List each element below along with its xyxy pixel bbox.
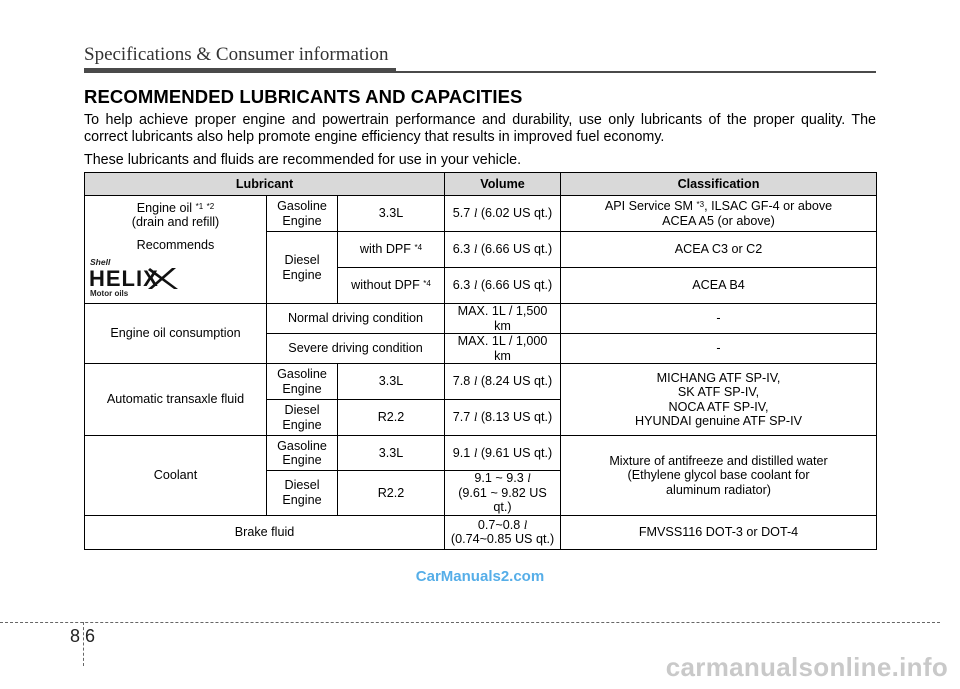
header-volume: Volume	[445, 173, 561, 196]
page-number: 86	[70, 626, 101, 646]
table-row-engine-oil-gasoline	[85, 196, 877, 232]
table-row-transaxle-gasoline	[85, 364, 877, 400]
table-header-row	[85, 173, 877, 196]
shell-helix-logo	[88, 256, 180, 298]
logo-brand: Shell	[90, 257, 111, 268]
coolant-class: Mixture of antifreeze and distilled water (Ethylene glycol base coolant for aluminum radiator)	[561, 436, 877, 516]
consumption-severe: Severe driving condition	[267, 334, 445, 364]
intro-paragraph-2: These lubricants and fluids are recommended for use in your vehicle.	[84, 152, 522, 168]
header-title: Specifications & Consumer information	[84, 44, 389, 65]
engine-oil-gasoline-class: API Service SM $^{*3}$, ILSAC GF-4 or above ACEA A5 (or above)	[561, 196, 877, 232]
table-row-brake	[85, 515, 877, 549]
header-lubricant: Lubricant	[85, 173, 445, 196]
engine-oil-gasoline: Gasoline Engine	[267, 196, 338, 232]
brake-label: Brake fluid	[85, 515, 445, 549]
transaxle-gasoline-size: 3.3L	[338, 364, 445, 400]
engine-oil-with-dpf: with DPF $^{*4}$	[338, 232, 445, 268]
engine-oil-label: Engine oil	[136, 200, 196, 215]
coolant-gasoline: Gasoline Engine	[267, 436, 338, 471]
watermark: CarManuals2.com	[415, 568, 545, 585]
footnote-1: *1	[195, 201, 204, 211]
header-rule-thin	[396, 71, 876, 73]
intro-paragraph-1: To help achieve proper engine and powertrain performance and durability, use only lubricants of the proper quality. The correct lubricants also help promote engine efficiency that results in improved fuel economy.	[84, 112, 876, 145]
consumption-label: Engine oil consumption	[85, 304, 267, 364]
transaxle-class: MICHANG ATF SP-IV, SK ATF SP-IV, NOCA ATF SP-IV, HYUNDAI genuine ATF SP-IV	[561, 364, 877, 436]
footer-site: carmanualsonline.info	[665, 652, 948, 682]
consumption-normal-class: -	[561, 304, 877, 334]
coolant-gasoline-volume: 9.1 l (9.61 US qt.)	[445, 436, 561, 471]
section-heading: RECOMMENDED LUBRICANTS AND CAPACITIES	[84, 86, 523, 107]
transaxle-label: Automatic transaxle fluid	[85, 364, 267, 436]
coolant-diesel-size: R2.2	[338, 471, 445, 516]
engine-oil-sub: (drain and refill)	[131, 215, 220, 230]
engine-oil-gasoline-volume: 5.7 l (6.02 US qt.)	[445, 196, 561, 232]
engine-oil-with-dpf-class: ACEA C3 or C2	[561, 232, 877, 268]
intro-text	[84, 112, 876, 175]
engine-oil-with-dpf-volume: 6.3 l (6.66 US qt.)	[445, 232, 561, 268]
header-rule-thick	[84, 68, 396, 73]
transaxle-gasoline-volume: 7.8 l (8.24 US qt.)	[445, 364, 561, 400]
engine-oil-without-dpf: without DPF $^{*4}$	[338, 268, 445, 304]
coolant-label: Coolant	[85, 436, 267, 516]
consumption-severe-class: -	[561, 334, 877, 364]
coolant-diesel: Diesel Engine	[267, 471, 338, 516]
table-row-consumption-normal	[85, 304, 877, 334]
logo-name: HELIX	[89, 266, 159, 292]
table-row-coolant-gasoline	[85, 436, 877, 471]
consumption-normal-value: MAX. 1L / 1,500 km	[445, 304, 561, 334]
transaxle-diesel-size: R2.2	[338, 400, 445, 436]
engine-oil-cell	[85, 196, 267, 304]
consumption-severe-value: MAX. 1L / 1,000 km	[445, 334, 561, 364]
logo-tagline: Motor oils	[90, 289, 129, 299]
brake-class: FMVSS116 DOT-3 or DOT-4	[561, 515, 877, 549]
brake-volume: 0.7~0.8 l (0.74~0.85 US qt.)	[445, 515, 561, 549]
lubricants-table	[84, 172, 877, 550]
engine-oil-without-dpf-volume: 6.3 l (6.66 US qt.)	[445, 268, 561, 304]
engine-oil-without-dpf-class: ACEA B4	[561, 268, 877, 304]
recommends-label: Recommends	[136, 237, 215, 252]
consumption-normal: Normal driving condition	[267, 304, 445, 334]
coolant-gasoline-size: 3.3L	[338, 436, 445, 471]
header-classification: Classification	[561, 173, 877, 196]
transaxle-gasoline: Gasoline Engine	[267, 364, 338, 400]
engine-oil-diesel: Diesel Engine	[267, 232, 338, 304]
coolant-diesel-volume: 9.1 ~ 9.3 l (9.61 ~ 9.82 US qt.)	[445, 471, 561, 516]
footnote-2: *2	[206, 201, 215, 211]
engine-oil-gasoline-size: 3.3L	[338, 196, 445, 232]
transaxle-diesel: Diesel Engine	[267, 400, 338, 436]
footer-rule	[0, 622, 940, 623]
transaxle-diesel-volume: 7.7 l (8.13 US qt.)	[445, 400, 561, 436]
